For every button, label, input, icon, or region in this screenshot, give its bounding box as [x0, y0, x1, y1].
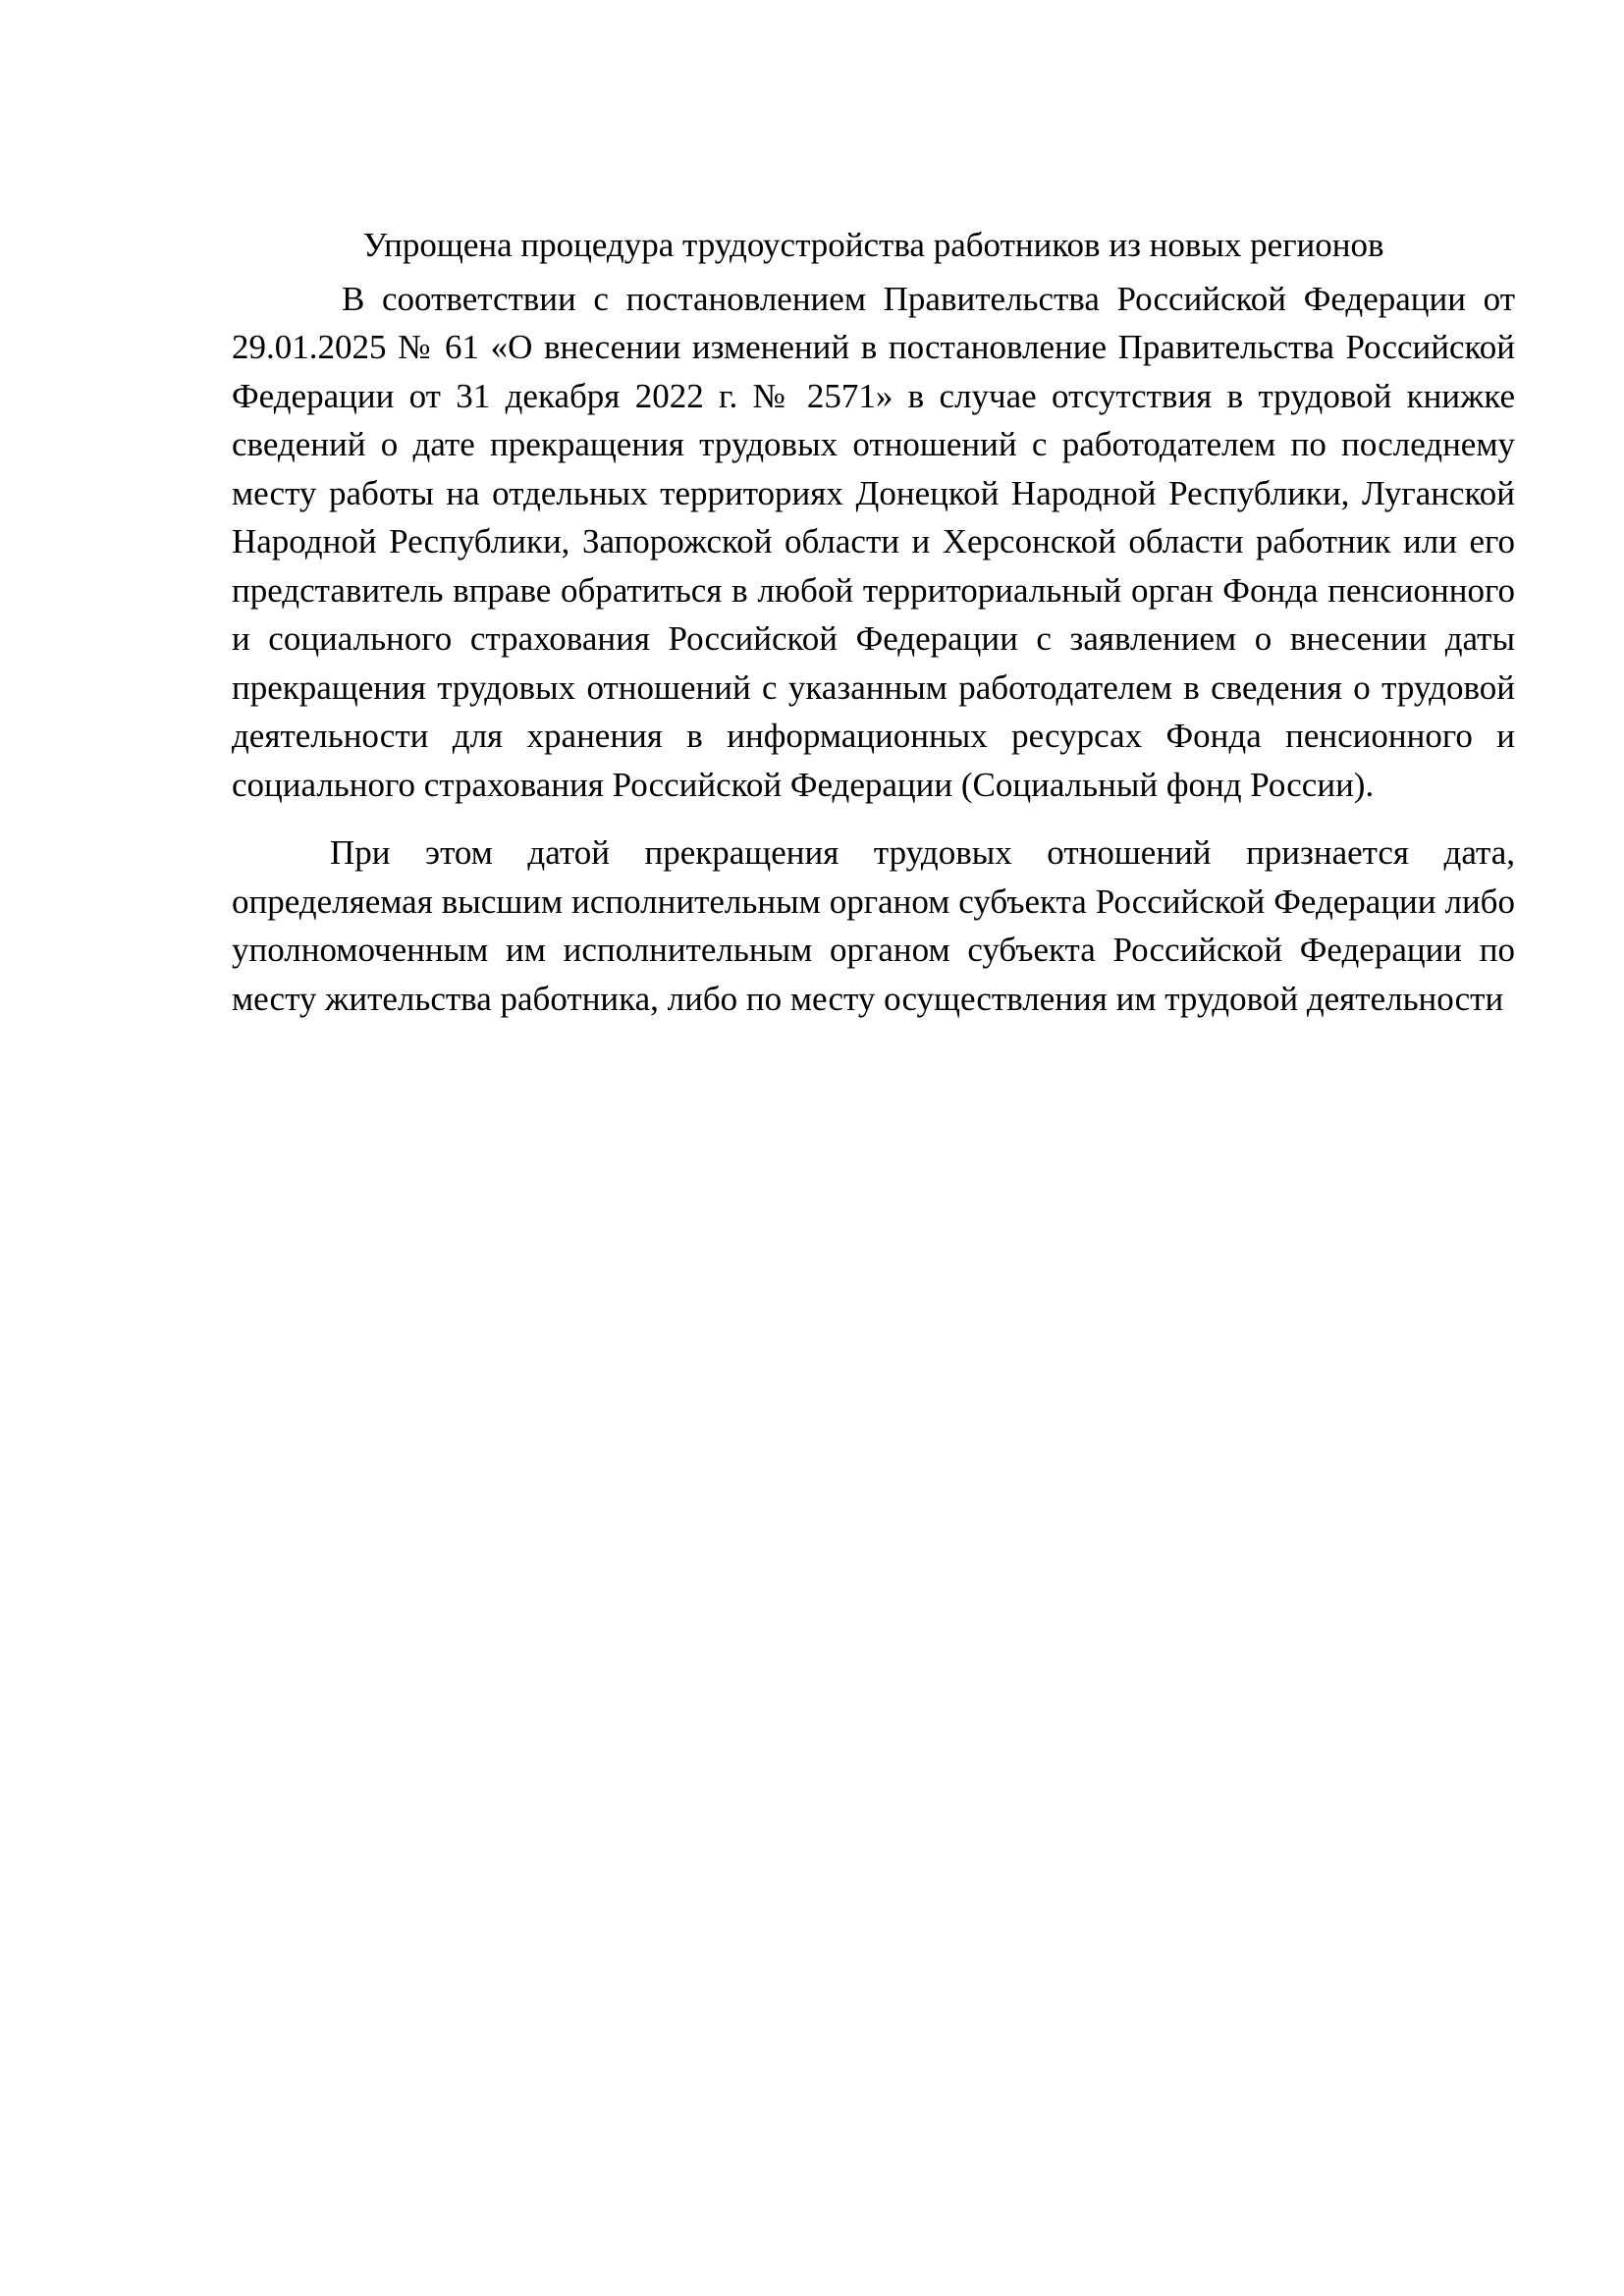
paragraph-decree: В соответствии с постановлением Правительства Российской Федерации от 29.01.2025 № 61 «О внесении изменений в постановление Правительства Российской Федерации от 31 декабря 2022 г. № 2571» в случае отсутствия в трудовой книжке сведений о дате прекращения трудовых отношений с работодателем по последнему месту работы на отдельных территориях Донецкой Народной Республики, Луганской Народной Республики, Запорожской области и Херсонской области работник или его представитель вправе обратиться в любой территориальный орган Фонда пенсионного и социального страхования Российской Федерации с заявлением о внесении даты прекращения трудовых отношений с указанным работодателем в сведения о трудовой деятельности для хранения в информационных ресурсах Фонда пенсионного и социального страхования Российской Федерации (Социальный фонд России).	[232, 279, 1515, 804]
document-title: Упрощена процедура трудоустройства работников из новых регионов	[362, 226, 1384, 264]
paragraph-termination-date: При этом датой прекращения трудовых отношений признается дата, определяемая высшим исполнительным органом субъекта Российской Федерации либо уполномоченным им исполнительным органом субъекта Российской Федерации по месту жительства работника, либо по месту осуществления им трудовой деятельности	[232, 833, 1515, 1018]
document-body	[232, 221, 1515, 1023]
